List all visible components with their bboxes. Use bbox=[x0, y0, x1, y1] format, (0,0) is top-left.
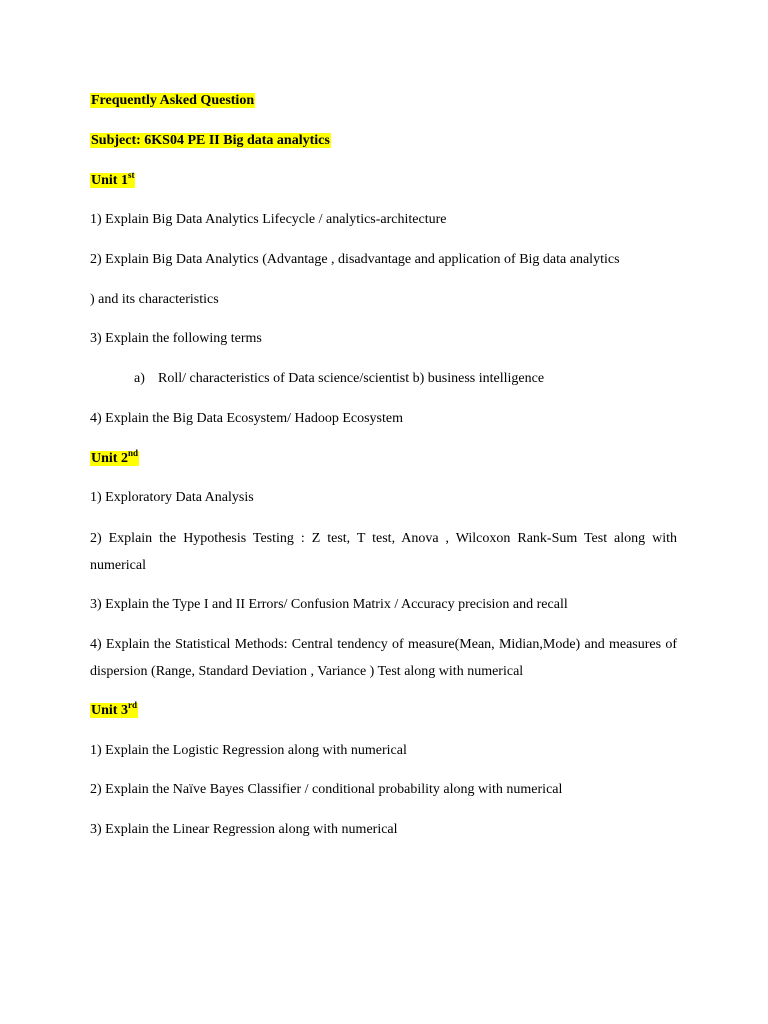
unit-3-ordinal: rd bbox=[127, 700, 137, 710]
unit-2-question-2: 2) Explain the Hypothesis Testing : Z test, T test, Anova , Wilcoxon Rank-Sum Test along with numerical bbox=[90, 531, 677, 573]
unit-1-question-2-line-1: 2) Explain Big Data Analytics (Advantage , disadvantage and application of Big data analytics bbox=[90, 252, 620, 267]
unit-1-label: Unit 1 bbox=[91, 173, 128, 188]
unit-1-question-4: 4) Explain the Big Data Ecosystem/ Hadoop Ecosystem bbox=[90, 411, 403, 426]
unit-1-question-2-line-2: ) and its characteristics bbox=[90, 292, 219, 307]
unit-2-question-3: 3) Explain the Type I and II Errors/ Confusion Matrix / Accuracy precision and recall bbox=[90, 597, 568, 612]
unit-1-question-3-subitem bbox=[134, 370, 544, 388]
unit-3-question-1: 1) Explain the Logistic Regression along with numerical bbox=[90, 743, 407, 758]
unit-3-heading bbox=[90, 702, 138, 720]
title-highlight: Frequently Asked Question bbox=[91, 93, 255, 108]
unit-3-question-2: 2) Explain the Naïve Bayes Classifier / conditional probability along with numerical bbox=[90, 782, 563, 797]
unit-3-label: Unit 3 bbox=[91, 703, 128, 718]
unit-2-label: Unit 2 bbox=[91, 451, 128, 466]
unit-2-question-4: 4) Explain the Statistical Methods: Central tendency of measure(Mean, Midian,Mode) and measures of dispersion (Range, Standard Deviation , Variance ) Test along with numerical bbox=[90, 637, 677, 679]
subitem-marker: a) bbox=[134, 371, 145, 386]
document-title bbox=[90, 92, 255, 110]
subject-highlight: Subject: 6KS04 PE II Big data analytics bbox=[91, 133, 330, 148]
unit-1-question-3: 3) Explain the following terms bbox=[90, 331, 262, 346]
unit-2-ordinal: nd bbox=[127, 448, 138, 458]
unit-1-ordinal: st bbox=[127, 170, 135, 180]
subitem-text: Roll/ characteristics of Data science/scientist b) business intelligence bbox=[158, 371, 545, 386]
unit-1-highlight bbox=[90, 170, 135, 188]
unit-1-question-1: 1) Explain Big Data Analytics Lifecycle / analytics-architecture bbox=[90, 212, 447, 227]
unit-2-highlight bbox=[90, 448, 139, 466]
unit-3-highlight bbox=[90, 700, 138, 718]
unit-2-heading bbox=[90, 450, 139, 468]
unit-1-heading bbox=[90, 172, 135, 190]
unit-3-question-3: 3) Explain the Linear Regression along with numerical bbox=[90, 822, 398, 837]
unit-2-question-1: 1) Exploratory Data Analysis bbox=[90, 490, 254, 505]
subject-line bbox=[90, 132, 331, 150]
